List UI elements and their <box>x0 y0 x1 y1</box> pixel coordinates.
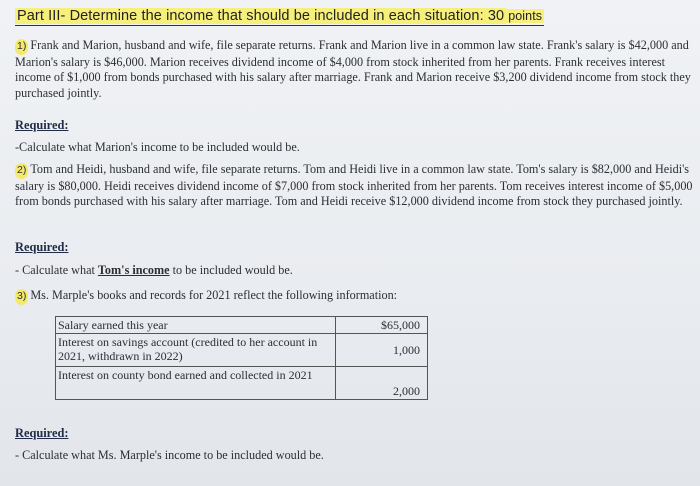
table-cell-label: Interest on savings account (credited to her account in 2021, withdrawn in 2022) <box>56 334 336 367</box>
question-2-task-suffix: to be included would be. <box>172 263 293 277</box>
question-2-task-prefix: - Calculate what <box>15 263 95 277</box>
table-cell-label: Interest on county bond earned and collected in 2021 <box>56 367 336 400</box>
table-row <box>56 334 428 367</box>
table-cell-amount: $65,000 <box>336 317 428 334</box>
question-1-text <box>15 38 695 101</box>
marple-income-table <box>55 316 428 400</box>
question-3-text <box>15 288 695 305</box>
table-row <box>56 367 428 400</box>
section-title-text: Part III- Determine the income that should be included in each situation: 30 <box>17 8 505 24</box>
question-3-number: 3) <box>15 289 28 305</box>
section-title <box>15 8 544 26</box>
table-row <box>56 317 428 334</box>
table-cell-amount: 1,000 <box>336 334 428 367</box>
question-1-body: Frank and Marion, husband and wife, file separate returns. Frank and Marion live in a common law state. Frank's salary is $42,000 and Marion's salary is $46,000. Marion receives dividend income of $4,000 from stock inherited from her parents. Frank receives interest income of $1,000 from bonds purchased with his salary after marriage. Frank and Marion receive $3,200 dividend income from stock they purchased jointly. <box>15 38 691 100</box>
question-2-number: 2) <box>15 163 28 179</box>
question-1-task: -Calculate what Marion's income to be included would be. <box>15 140 300 154</box>
question-2-task-emphasis: Tom's income <box>97 263 170 277</box>
question-1-number: 1) <box>15 39 28 55</box>
section-title-points: points <box>508 9 543 23</box>
question-2-text <box>15 162 695 210</box>
table-cell-amount: 2,000 <box>336 367 428 400</box>
question-2-required-label: Required: <box>15 240 69 254</box>
question-3-body: Ms. Marple's books and records for 2021 reflect the following information: <box>30 288 398 302</box>
question-2-body: Tom and Heidi, husband and wife, file separate returns. Tom and Heidi live in a common law state. Tom's salary is $82,000 and Heidi's salary is $80,000. Heidi receives dividend income of $7,000 from stock inherited from her parents. Tom receives interest income of $5,000 from bonds purchased with his salary after marriage. Tom and Heidi receive $12,000 dividend income from stock they purchased jointly. <box>15 162 693 209</box>
question-2-task <box>15 263 293 278</box>
question-3-task: - Calculate what Ms. Marple's income to be included would be. <box>15 448 324 462</box>
question-1-required-label: Required: <box>15 118 69 132</box>
table-cell-label: Salary earned this year <box>56 317 336 334</box>
question-3-required-label: Required: <box>15 426 69 440</box>
